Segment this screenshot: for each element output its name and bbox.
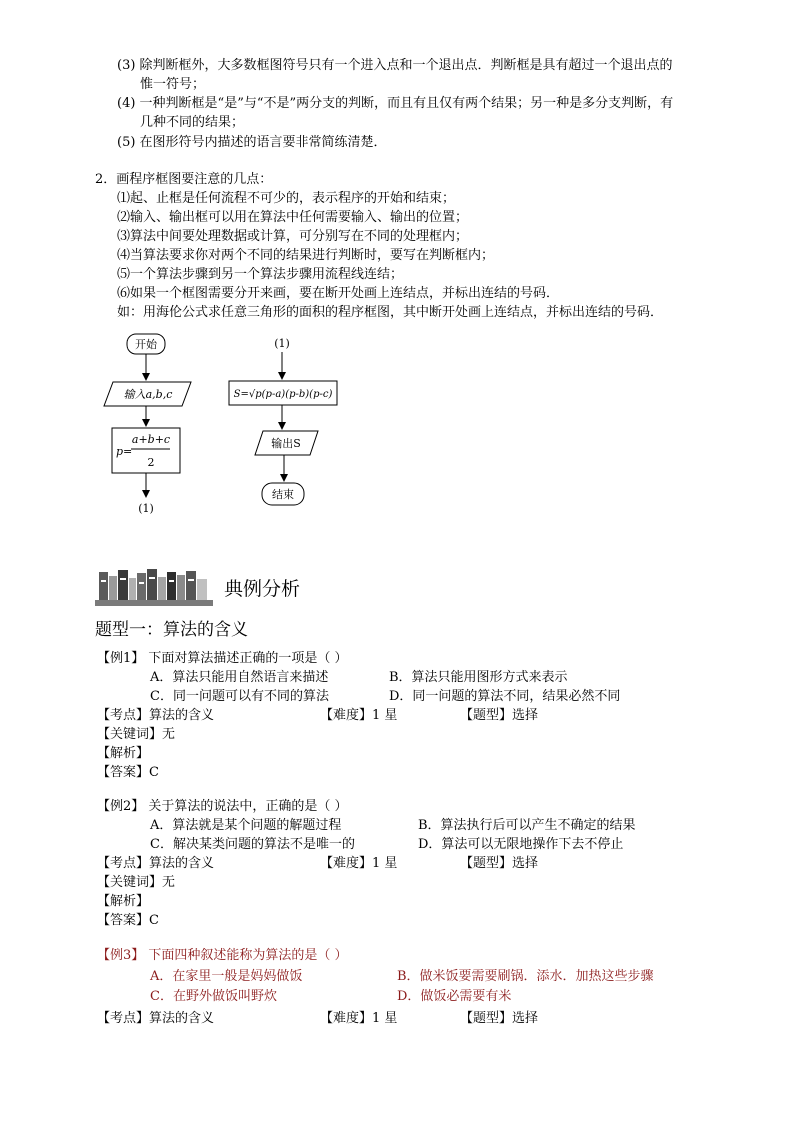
- ex1-nandu: 【难度】1 星: [320, 708, 398, 723]
- ex2-stem: 【例2】 关于算法的说法中，正确的是（ ）: [97, 799, 348, 814]
- ex3-kaodian: 【考点】算法的含义: [97, 1011, 215, 1026]
- ex1-option-d: D．同一问题的算法不同，结果必然不同: [389, 689, 621, 704]
- banner-title: 典例分析: [224, 578, 301, 600]
- p-prefix: p=: [116, 445, 133, 458]
- books-icon: [95, 566, 213, 608]
- ex2-option-a: A．算法就是某个问题的解题过程: [150, 818, 342, 833]
- ex2-option-b: B．算法执行后可以产生不确定的结果: [418, 818, 636, 833]
- ex1-tixing: 【题型】选择: [460, 708, 539, 723]
- ex1-stem: 【例1】 下面对算法描述正确的一项是（ ）: [97, 651, 348, 666]
- ex3-option-a: A．在家里一般是妈妈做饭: [150, 969, 303, 984]
- ex2-option-c: C．解决某类问题的算法不是唯一的: [150, 837, 355, 852]
- ex2-kaodian: 【考点】算法的含义: [97, 856, 215, 871]
- ex2-answer: 【答案】C: [97, 913, 159, 928]
- end-label: 结束: [272, 488, 294, 501]
- section2-item: ⑶算法中间要处理数据或计算，可分别写在不同的处理框内；: [117, 229, 469, 244]
- note-3-cont: 惟一符号；: [140, 77, 206, 92]
- ex2-analysis: 【解析】: [97, 894, 150, 909]
- note-3: (3) 除判断框外，大多数框图符号只有一个进入点和一个退出点．判断框是具有超过一个退出点的: [117, 58, 673, 73]
- ex2-nandu: 【难度】1 星: [320, 856, 398, 871]
- ex1-option-a: A．算法只能用自然语言来描述: [150, 670, 329, 685]
- input-label: 输入a,b,c: [123, 388, 173, 401]
- ex1-keywords: 【关键词】无: [97, 727, 176, 742]
- ex3-stem: 【例3】 下面四种叙述能称为算法的是（ ）: [97, 948, 348, 963]
- section2-item: ⑹如果一个框图需要分开来画，要在断开处画上连结点，并标出连结的号码．: [117, 286, 560, 301]
- s-formula: S=√p(p-a)(p-b)(p-c): [233, 389, 333, 400]
- ex3-nandu: 【难度】1 星: [320, 1011, 398, 1026]
- ex3-option-c: C．在野外做饭叫野炊: [150, 989, 277, 1004]
- ex1-answer: 【答案】C: [97, 765, 159, 780]
- note-5: (5) 在图形符号内描述的语言要非常简练清楚．: [117, 135, 387, 150]
- p-denominator: 2: [147, 456, 155, 469]
- section2-item: ⑵输入、输出框可以用在算法中任何需要输入、输出的位置；: [117, 210, 469, 225]
- connector-bottom: (1): [138, 502, 154, 515]
- output-label: 输出S: [271, 437, 301, 450]
- ex1-option-b: B．算法只能用图形方式来表示: [389, 670, 568, 685]
- section2-item: ⑸一个算法步骤到另一个算法步骤用流程线连结；: [117, 267, 404, 282]
- section2-heading: 2．画程序框图要注意的几点：: [95, 172, 273, 187]
- section2-example: 如：用海伦公式求任意三角形的面积的程序框图，其中断开处画上连结点，并标出连结的号码．: [117, 305, 664, 320]
- start-label: 开始: [135, 338, 157, 351]
- note-4: (4) 一种判断框是“是”与“不是”两分支的判断，而且有且仅有两个结果；另一种是多分支判断，有: [117, 96, 674, 111]
- ex2-keywords: 【关键词】无: [97, 875, 176, 890]
- ex2-tixing: 【题型】选择: [460, 856, 539, 871]
- type1-heading: 题型一：算法的含义: [95, 620, 248, 640]
- section2-item: ⑴起、止框是任何流程不可少的，表示程序的开始和结束；: [117, 191, 456, 206]
- ex3-option-b: B．做米饭要需要刷锅．添水．加热这些步骤: [397, 969, 654, 984]
- ex1-analysis: 【解析】: [97, 746, 150, 761]
- ex1-kaodian: 【考点】算法的含义: [97, 708, 215, 723]
- p-numerator: a+b+c: [131, 433, 171, 446]
- ex2-option-d: D．算法可以无限地操作下去不停止: [418, 837, 624, 852]
- note-4-cont: 几种不同的结果；: [140, 115, 245, 130]
- connector-top: (1): [274, 337, 290, 350]
- ex3-option-d: D．做饭必需要有米: [397, 989, 512, 1004]
- section2-item: ⑷当算法要求你对两个不同的结果进行判断时，要写在判断框内；: [117, 248, 495, 263]
- flowchart: [0, 0, 794, 530]
- ex1-option-c: C．同一问题可以有不同的算法: [150, 689, 329, 704]
- ex3-tixing: 【题型】选择: [460, 1011, 539, 1026]
